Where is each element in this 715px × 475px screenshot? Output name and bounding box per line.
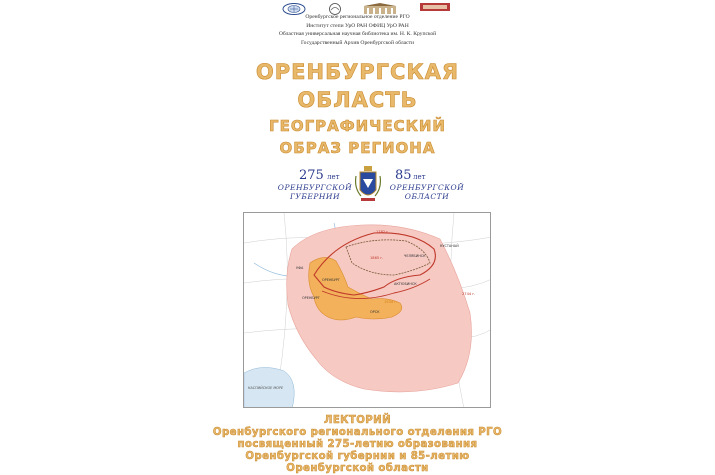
- map-year-label: 1782 г.: [376, 230, 390, 234]
- anniversary-right-caption-1: ОРЕНБУРГСКОЙ: [389, 183, 465, 192]
- organization-line: Областная универсальная научная библиотека им. Н. К. Крупской: [278, 31, 437, 37]
- historical-map: [243, 212, 491, 408]
- logos-row: [270, 0, 460, 14]
- anniversary-right-caption: [387, 183, 467, 201]
- anniversary-left-caption: [275, 183, 355, 201]
- map-year-label: 2744 г.: [462, 292, 476, 296]
- anniversary-right-number: 85: [395, 168, 412, 183]
- title-line-1: ОРЕНБУРГСКАЯ: [255, 60, 460, 84]
- announcement-line: Оренбургской области: [286, 463, 429, 474]
- map-city-label: ОРЕНБУРГ: [302, 296, 320, 300]
- announcement-line: посвященный 275-летию образования: [237, 439, 478, 450]
- coat-of-arms-icon: [353, 166, 383, 204]
- map-sea-label: КАСПИЙСКОЕ МОРЕ: [248, 386, 284, 390]
- library-building-logo: [362, 0, 398, 12]
- organizations-list: [0, 13, 715, 47]
- anniversary-block: [275, 168, 465, 206]
- organization-line: Институт степи УрО РАН ОФИЦ УрО РАН: [306, 22, 409, 29]
- steppe-institute-logo: [328, 0, 342, 12]
- organization-line: Государственный Архив Оренбургской области: [300, 39, 415, 46]
- anniversary-left-number: 275: [299, 168, 324, 183]
- lecture-announcement: [0, 415, 715, 475]
- anniversary-left-caption-1: ОРЕНБУРГСКОЙ: [277, 183, 353, 192]
- title-line-3: ГЕОГРАФИЧЕСКИЙ: [269, 117, 446, 135]
- map-year-label: 1934 г.: [384, 300, 398, 304]
- anniversary-left-unit: лет: [327, 173, 340, 181]
- announcement-line: Оренбургской губернии и 85-летию: [245, 451, 470, 462]
- anniversary-left-caption-2: ГУБЕРНИИ: [289, 192, 341, 201]
- map-city-label: ОРСК: [370, 310, 380, 314]
- map-city-label: УФА: [296, 266, 304, 270]
- organization-line: Оренбургское региональное отделение РГО: [305, 14, 410, 20]
- announcement-line: Оренбургского регионального отделения РГО: [212, 427, 503, 438]
- rgo-emblem-logo: [282, 0, 306, 12]
- map-city-label: ЧЕЛЯБИНСК: [404, 254, 426, 258]
- archive-logo: [420, 0, 450, 12]
- map-city-label: КУСТАНАЙ: [440, 244, 459, 248]
- anniversary-right-caption-2: ОБЛАСТИ: [404, 192, 450, 201]
- anniversary-right-unit: лет: [413, 173, 426, 181]
- title-line-2: ОБЛАСТЬ: [297, 88, 418, 112]
- map-city-label: ОРЕНБУРГ: [322, 278, 340, 282]
- map-city-label: АКТЮБИНСК: [394, 282, 417, 286]
- title-line-4: ОБРАЗ РЕГИОНА: [279, 139, 436, 157]
- map-year-label: 1865 г.: [370, 256, 384, 260]
- announcement-line: ЛЕКТОРИЙ: [323, 415, 392, 426]
